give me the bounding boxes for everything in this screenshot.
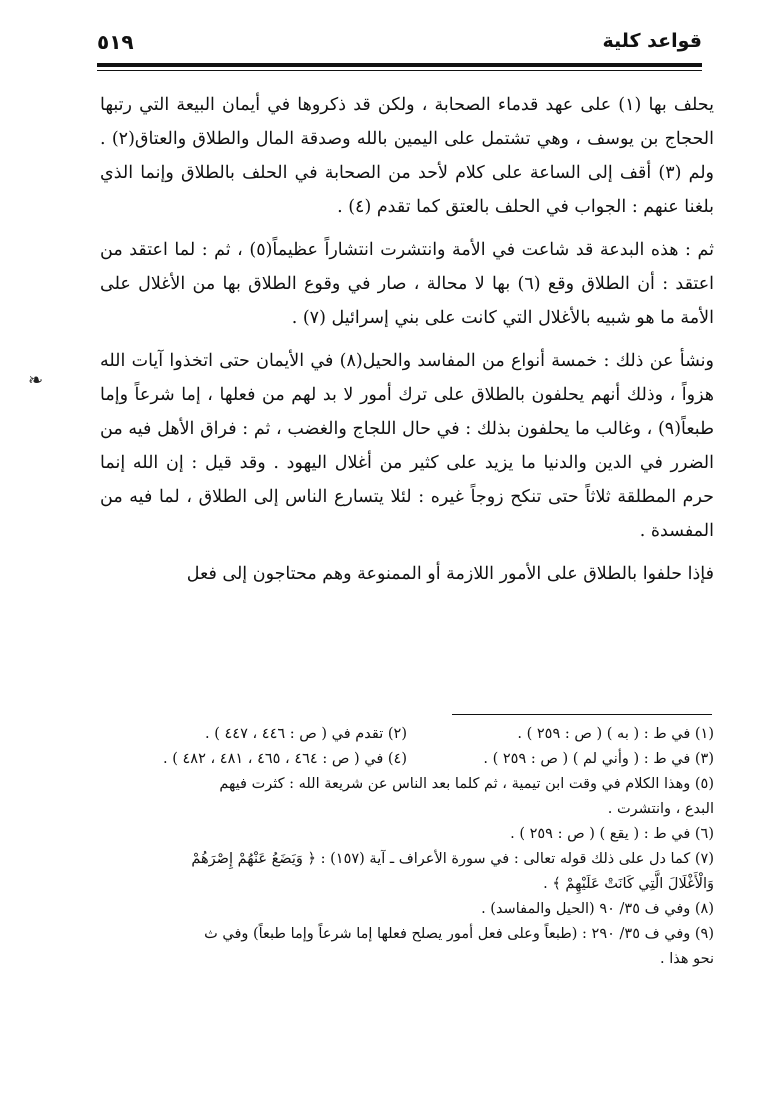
footnote-7-continuation: وَالْأَغْلَالَ الَّتِي كَانَتْ عَلَيْهِمْ ﴾ . — [543, 876, 714, 892]
paragraph: يحلف بها (١) على عهد قدماء الصحابة ، ولكن قد ذكروها في أيمان البيعة التي رتبها الحجاج بن يوسف ، وهي تشتمل على اليمين بالله وصدقة المال والطلاق والعتاق(٢) . ولم (٣) أقف إلى الساعة على كلام لأحد من الصحابة في الحلف بالطلاق وإنما الذي بلغنا عنهم : الجواب في الحلف بالعتق كما تقدم (٤) . — [100, 95, 714, 217]
paragraph: ونشأ عن ذلك : خمسة أنواع من المفاسد والحيل(٨) في الأيمان حتى اتخذوا آيات الله هزواً ، وذلك أنهم يحلفون بالطلاق على ترك أمور لا بد لهم من فعلها ، إما شرعاً وإما طبعاً(٩) ، وغالب ما يحلفون بذلك : في حال اللجاج والغضب ، ثم : فراق الأهل فيه من الضرر في الدين والدنيا ما يزيد على كثير من أغلال اليهود . وقد قيل : إن الله إنما حرم المطلقة ثلاثاً حتى تنكح زوجاً غيره : لئلا يتسارع الناس إلى الطلاق ، لما فيه من المفسدة . — [100, 351, 715, 541]
footnote-5: (٥) وهذا الكلام في وقت ابن تيمية ، ثم كلما بعد الناس عن شريعة الله : كثرت فيهم — [219, 776, 714, 792]
footnote-3: (٣) في ط : ( وأني لم ) ( ص : ٢٥٩ ) . — [483, 751, 714, 767]
paragraph: ثم : هذه البدعة قد شاعت في الأمة وانتشرت انتشاراً عظيماً(٥) ، ثم : لما اعتقد من اعتقد : أن الطلاق وقع (٦) بها لا محالة ، صار في وقوع الطلاق بها من الأغلال على الأمة ما هو شبيه بالأغلال التي كانت على بني إسرائيل (٧) . — [100, 240, 715, 328]
footnote-row — [100, 722, 714, 747]
header-rule-thick — [97, 63, 702, 67]
page-header — [97, 28, 702, 62]
margin-ornament-icon: ❧ — [28, 370, 44, 391]
running-title: قواعد كلية — [602, 30, 702, 52]
footnote-separator — [452, 714, 712, 715]
paragraph: فإذا حلفوا بالطلاق على الأمور اللازمة أو الممنوعة وهم محتاجون إلى فعل — [186, 564, 714, 584]
footnote-2: (٢) تقدم في ( ص : ٤٤٦ ، ٤٤٧ ) . — [205, 726, 407, 742]
header-rule-thin — [97, 70, 702, 71]
footnote-8: (٨) وفي ف ٣٥/ ٩٠ (الحيل والمفاسد) . — [481, 901, 714, 917]
main-text — [100, 88, 714, 600]
footnote-row — [100, 747, 714, 772]
footnote-7: (٧) كما دل على ذلك قوله تعالى : في سورة الأعراف ـ آية (١٥٧) : ﴿ وَيَضَعُ عَنْهُمْ إِصْرَهُمْ — [191, 851, 714, 867]
footnote-4: (٤) في ( ص : ٤٦٤ ، ٤٦٥ ، ٤٨١ ، ٤٨٢ ) . — [163, 751, 407, 767]
footnote-9: (٩) وفي ف ٣٥/ ٢٩٠ : (طبعاً وعلى فعل أمور يصلح فعلها إما شرعاً وإما طبعاً) وفي ث — [204, 926, 714, 942]
footnote-1: (١) في ط : ( به ) ( ص : ٢٥٩ ) . — [517, 726, 714, 742]
footnote-6: (٦) في ط : ( يقع ) ( ص : ٢٥٩ ) . — [510, 826, 714, 842]
footnotes — [100, 722, 714, 972]
page-number: ٥١٩ — [97, 30, 134, 54]
footnote-5-continuation: البدع ، وانتشرت . — [607, 801, 714, 817]
footnote-9-continuation: نحو هذا . — [660, 951, 714, 967]
